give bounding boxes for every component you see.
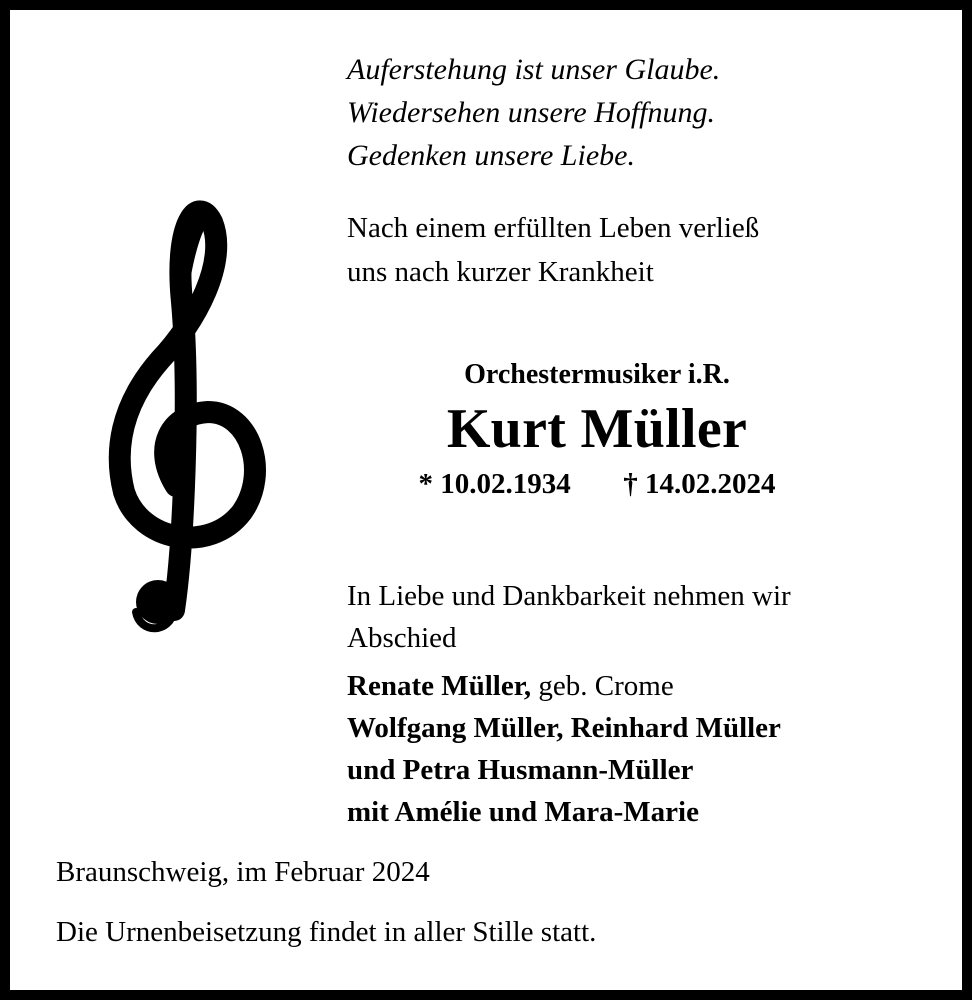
intro-line-1: Nach einem erfüllten Leben verließ <box>347 212 760 244</box>
treble-clef-icon <box>100 182 270 642</box>
funeral-note: Die Urnenbeisetzung findet in aller Stille statt. <box>56 916 597 948</box>
deceased-dates <box>357 468 837 501</box>
birth-date: * 10.02.1934 <box>418 468 571 500</box>
intro-line-2: uns nach kurzer Krankheit <box>347 256 654 288</box>
farewell-line-2: Abschied <box>347 622 457 654</box>
deceased-name: Kurt Müller <box>446 398 748 460</box>
verse-line-2: Wiedersehen unsere Hoffnung. <box>347 96 715 129</box>
family-line-3: und Petra Husmann-Müller <box>347 754 694 786</box>
verse-line-1: Auferstehung ist unser Glaube. <box>347 53 721 86</box>
family-line-2: Wolfgang Müller, Reinhard Müller <box>347 712 781 744</box>
death-date: † 14.02.2024 <box>623 468 776 500</box>
family-line-1-name: Renate Müller, <box>347 670 532 702</box>
place-date: Braunschweig, im Februar 2024 <box>56 856 430 888</box>
farewell-line-1: In Liebe und Dankbarkeit nehmen wir <box>347 580 791 612</box>
deceased-title: Orchestermusiker i.R. <box>464 359 730 390</box>
family-line-1-suffix: geb. Crome <box>531 670 674 702</box>
verse-line-3: Gedenken unsere Liebe. <box>347 139 635 172</box>
family-line-4: mit Amélie und Mara-Marie <box>347 796 699 828</box>
family-line-1 <box>347 666 674 706</box>
